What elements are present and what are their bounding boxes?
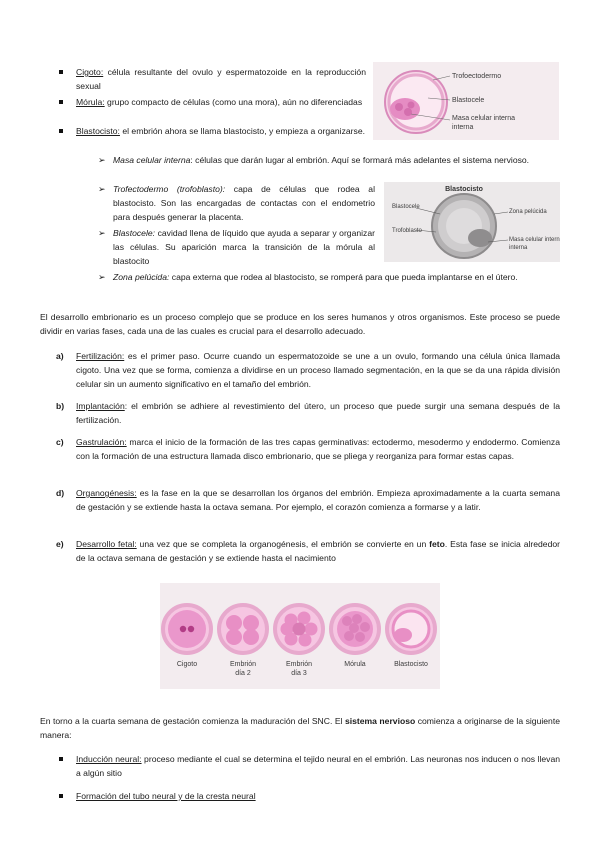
embryo-stages-figure [160, 583, 440, 689]
arrow-bullet-icon: ➢ [98, 228, 106, 238]
definition-morula: Mórula: grupo compacto de células (como una mora), aún no diferenciadas [76, 95, 366, 109]
stage-sublabel-dia-2: día 2 [235, 670, 251, 677]
label-masa-celular: Masa celular interna [452, 115, 516, 122]
stage-label-cigoto: Cigoto [176, 661, 198, 668]
stage-morula-illustration [331, 605, 379, 653]
definition-blastocisto: Blastocisto: el embrión ahora se llama blastocisto, y empieza a organizarse. [76, 126, 365, 136]
micrograph-label-trofoblasto: Trofoblasto [392, 228, 422, 234]
stage-label-embrion-2: Embrión [229, 661, 257, 668]
arrow-bullet-icon: ➢ [98, 272, 106, 282]
snc-item-tubo-neural: Formación del tubo neural y de la cresta neural [76, 789, 560, 803]
subitem-masa-celular: ➢ Masa celular interna: células que darán lugar al embrión. Aquí se formará más adelantes el sistema nervioso. [98, 155, 530, 165]
subitem-zona-pelucida: ➢ Zona pelúcida: capa externa que rodea al blastocisto, se romperá para que pueda implantarse en el útero. [98, 272, 518, 282]
embryo-stages-svg [160, 583, 440, 689]
stage-label-blastocisto: Blastocisto [394, 661, 428, 668]
blastocyst-diagram [373, 62, 559, 140]
phase-e: e) Desarrollo fetal: una vez que se completa la organogénesis, el embrión se convierte en un feto. Esta fase se inicia alrededor de la octava semana de gestación y se extiende hasta el nacimiento [56, 539, 560, 563]
stage-embrion-dia2-illustration [219, 605, 267, 653]
subitem-trofectodermo: ➢ Trofectodermo (trofoblasto): capa de células que rodea al blastocisto. Son las encargadas de contactas con el endometrio para después generar la placenta. [98, 184, 375, 222]
micrograph-title: Blastocisto [445, 186, 483, 193]
blastocyst-diagram-svg [373, 62, 559, 140]
term-cigoto: Cigoto: [76, 67, 104, 77]
label-interna: interna [452, 124, 474, 131]
intro-paragraph: El desarrollo embrionario es un proceso complejo que se produce en los seres humanos y otros organismos. Este proceso se puede dividir en varias fases, cada una de las cuales es crucial para el desarrollo adecuado. [40, 312, 560, 336]
snc-paragraph: En torno a la cuarta semana de gestación comienza la maduración del SNC. El sistema nervioso comienza a originarse de la siguiente manera: [40, 716, 560, 740]
arrow-bullet-icon: ➢ [98, 184, 106, 194]
stage-blastocisto-illustration [387, 605, 435, 653]
arrow-bullet-icon: ➢ [98, 155, 106, 165]
micrograph-label-zona: Zona pelúcida [509, 209, 547, 215]
snc-item-induccion: Inducción neural: proceso mediante el cual se determina el tejido neural en el embrión. Las neuronas nos inducen o nos llevan a algún sitio [76, 754, 560, 778]
micrograph-label-blastocele: Blastocele [392, 204, 420, 210]
definition-cigoto: Cigoto: célula resultante del ovulo y espermatozoide en la reproducción sexual [76, 67, 366, 91]
micrograph-label-masa: Masa celular interna [509, 237, 560, 243]
phase-c: c) Gastrulación: marca el inicio de la formación de las tres capas germinativas: ectodermo, mesodermo y endodermo. Comienza con la formación de una estructura llamada disco embrionario, que se pliega y reorganiza para formar estas capas. [56, 437, 560, 461]
label-blastocele: Blastocele [452, 97, 485, 104]
term-morula: Mórula: [76, 97, 105, 107]
micrograph-label-interna: interna [509, 245, 528, 251]
stage-label-embrion-3: Embrión [285, 661, 313, 668]
subitem-blastocele: ➢ Blastocele: cavidad llena de líquido que ayuda a separar y organizar las células. Su aparición marca la transición de la mórula al blastocito [98, 228, 375, 266]
phase-d: d) Organogénesis: es la fase en la que se desarrollan los órganos del embrión. Empieza aproximadamente a la cuarta semana de gestación y se extiende hasta la octava semana. Por ejemplo, el corazón comienza a formarse y a latir. [56, 488, 560, 512]
term-blastocisto: Blastocisto: [76, 126, 120, 136]
phase-b: b) Implantación: el embrión se adhiere al revestimiento del útero, un proceso que puede surgir una semana después de la fertilización. [56, 401, 560, 425]
stage-label-morula: Mórula [344, 661, 366, 668]
blastocyst-micrograph [384, 182, 560, 262]
label-trofoectodermo: Trofoectodermo [452, 73, 502, 80]
stage-embrion-dia3-illustration [275, 605, 323, 653]
blastocyst-micrograph-svg [384, 182, 560, 262]
stage-sublabel-dia-3: día 3 [291, 670, 307, 677]
stage-cigoto-illustration [163, 605, 211, 653]
phase-a: a) Fertilización: es el primer paso. Ocurre cuando un espermatozoide se une a un ovulo, formando una célula única llamada cigoto. Una vez que se forma, comienza a dividirse en un proceso llamado segmentación, en la que se da una rápida división celular sin un aumento significativo en el tamaño del embrión. [56, 351, 560, 389]
